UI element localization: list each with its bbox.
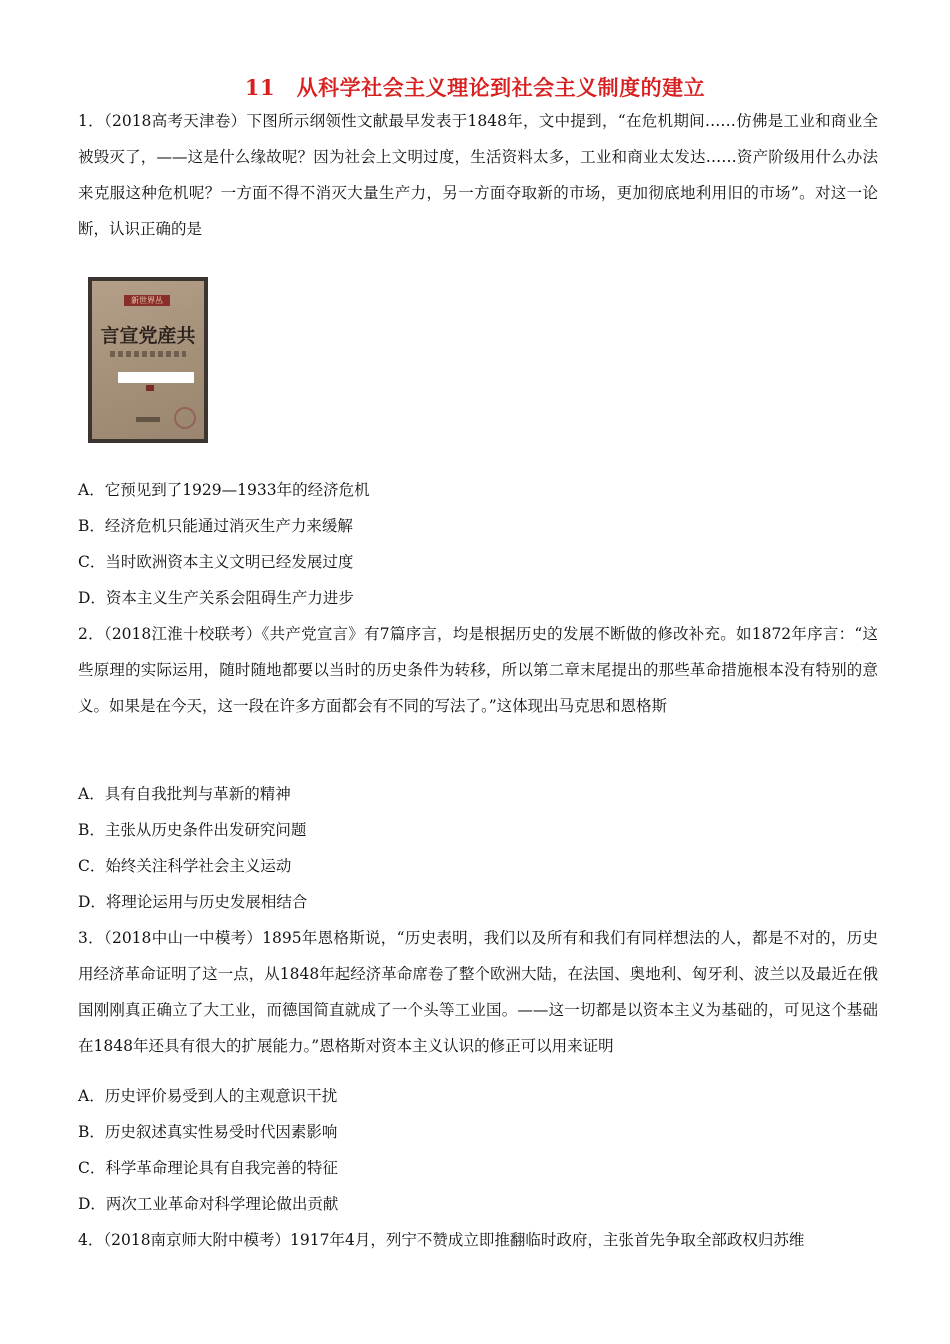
- cover-publisher-line: [136, 417, 160, 422]
- question-1-option-d: D．资本主义生产关系会阻碍生产力进步: [78, 589, 354, 607]
- question-3-option-d: D．两次工业革命对科学理论做出贡献: [78, 1195, 339, 1213]
- document-title: 11 从科学社会主义理论到社会主义制度的建立: [244, 75, 706, 100]
- question-2-option-d: D．将理论运用与历史发展相结合: [78, 893, 308, 911]
- cover-banner: 新世界丛: [124, 295, 170, 306]
- question-2-option-b: B．主张从历史条件出发研究问题: [78, 821, 307, 839]
- question-1-option-a: A．它预见到了1929—1933年的经济危机: [78, 481, 370, 499]
- cover-authors-line: [110, 351, 186, 357]
- question-1-option-c: C．当时欧洲资本主义文明已经发展过度: [78, 553, 354, 571]
- cover-title: 言宣党産共: [100, 325, 196, 347]
- question-2-stem: 2．（2018江淮十校联考）《共产党宣言》有7篇序言，均是根据历史的发展不断做的修改补充。如1872年序言：“这些原理的实际运用，随时随地都要以当时的历史条件为转移，所以第二章末尾提出的那些革命措施根本没有特别的意义。如果是在今天，这一段在许多方面都会有不同的写法了。”这体现出马克思和恩格斯: [78, 625, 878, 715]
- manifesto-cover-image: [88, 277, 208, 443]
- question-3-stem: 3．（2018中山一中模考）1895年恩格斯说，“历史表明，我们以及所有和我们有同样想法的人，都是不对的，历史用经济革命证明了这一点，从1848年起经济革命席卷了整个欧洲大陆，在法国、奥地利、匈牙利、波兰以及最近在俄国刚刚真正确立了大工业，而德国简直就成了一个头等工业国。——这一切都是以资本主义为基础的，可见这个基础在1848年还具有很大的扩展能力。”恩格斯对资本主义认识的修正可以用来证明: [78, 929, 878, 1055]
- question-3-option-a: A．历史评价易受到人的主观意识干扰: [78, 1087, 338, 1105]
- question-1-option-b: B．经济危机只能通过消灭生产力来缓解: [78, 517, 353, 535]
- question-2-option-c: C．始终关注科学社会主义运动: [78, 857, 292, 875]
- question-1-stem: 1．（2018高考天津卷）下图所示纲领性文献最早发表于1848年，文中提到，“在危机期间……仿佛是工业和商业全被毁灭了，——这是什么缘故呢？因为社会上文明过度，生活资料太多，工业和商业太发达……资产阶级用什么办法来克服这种危机呢？一方面不得不消灭大量生产力，另一方面夺取新的市场，更加彻底地利用旧的市场”。对这一论断，认识正确的是: [78, 112, 878, 238]
- cover-redaction-bar: [118, 372, 194, 383]
- cover-mark: [146, 385, 154, 391]
- question-3-option-b: B．历史叙述真实性易受时代因素影响: [78, 1123, 338, 1141]
- question-4-stem: 4．（2018南京师大附中模考）1917年4月，列宁不赞成立即推翻临时政府，主张首先争取全部政权归苏维: [78, 1231, 805, 1249]
- question-3-option-c: C．科学革命理论具有自我完善的特征: [78, 1159, 338, 1177]
- cover-stamp: [174, 407, 196, 429]
- question-2-option-a: A．具有自我批判与革新的精神: [78, 785, 291, 803]
